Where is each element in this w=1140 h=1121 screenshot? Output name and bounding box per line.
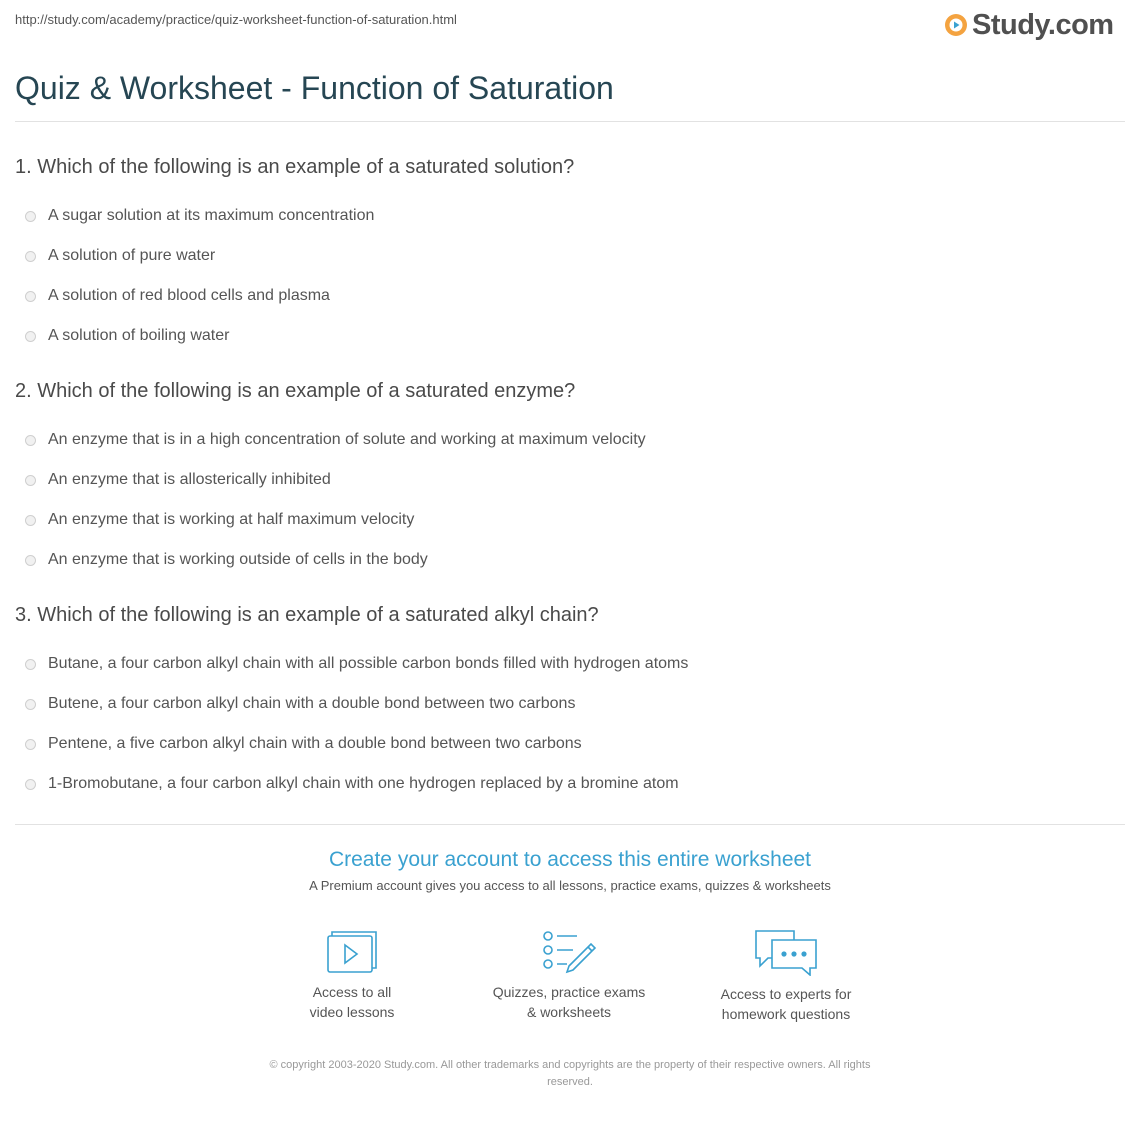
radio-icon[interactable] (25, 515, 36, 526)
play-logo-icon (944, 13, 968, 37)
cta-subtitle: A Premium account gives you access to all lessons, practice exams, quizzes & worksheets (309, 878, 831, 893)
radio-icon[interactable] (25, 291, 36, 302)
answer-option[interactable] (15, 196, 1115, 236)
radio-icon[interactable] (25, 555, 36, 566)
copyright-line: © copyright 2003-2020 Study.com. All other trademarks and copyrights are the property of their respective owners. All rights (269, 1059, 871, 1071)
radio-icon[interactable] (25, 251, 36, 262)
answer-label: A solution of boiling water (48, 327, 230, 344)
page-title: Quiz & Worksheet - Function of Saturation (15, 70, 614, 106)
question-text: 2. Which of the following is an example of a saturated enzyme? (15, 380, 576, 402)
create-account-link[interactable]: Create your account to access this entire worksheet (328, 848, 812, 871)
logo-text: Study.com (972, 8, 1114, 41)
answer-list (15, 644, 1115, 804)
copyright-line: reserved. (547, 1076, 593, 1088)
answer-option[interactable] (15, 540, 1115, 580)
radio-icon[interactable] (25, 435, 36, 446)
answer-label: A sugar solution at its maximum concentration (48, 207, 375, 224)
cta-divider (15, 824, 1125, 825)
quiz-checklist-icon (541, 928, 597, 974)
answer-option[interactable] (15, 276, 1115, 316)
copyright (210, 1057, 930, 1091)
answer-option[interactable] (15, 236, 1115, 276)
answer-label: Butane, a four carbon alkyl chain with all possible carbon bonds filled with hydrogen atoms (48, 655, 689, 672)
answer-label: An enzyme that is allosterically inhibited (48, 471, 331, 488)
radio-icon[interactable] (25, 475, 36, 486)
feature-line: Access to all (312, 984, 392, 1000)
radio-icon[interactable] (25, 779, 36, 790)
answer-label: Butene, a four carbon alkyl chain with a double bond between two carbons (48, 695, 576, 712)
answer-label: A solution of pure water (48, 247, 216, 264)
study-logo[interactable] (944, 8, 1114, 42)
question-2 (15, 378, 1115, 580)
feature-line: Access to experts for (720, 986, 852, 1002)
answer-option[interactable] (15, 724, 1115, 764)
question-1 (15, 154, 1115, 356)
radio-icon[interactable] (25, 699, 36, 710)
radio-icon[interactable] (25, 659, 36, 670)
answer-option[interactable] (15, 420, 1115, 460)
page-url: http://study.com/academy/practice/quiz-worksheet-function-of-saturation.html (15, 12, 457, 27)
answer-option[interactable] (15, 500, 1115, 540)
answer-label: An enzyme that is working at half maximum velocity (48, 511, 415, 528)
question-text: 1. Which of the following is an example of a saturated solution? (15, 156, 575, 178)
feature-line: homework questions (721, 1006, 851, 1022)
answer-label: An enzyme that is working outside of cells in the body (48, 551, 428, 568)
feature-experts (696, 928, 876, 1024)
video-lesson-icon (326, 928, 378, 974)
answer-label: An enzyme that is in a high concentration of solute and working at maximum velocity (48, 431, 646, 448)
question-3 (15, 602, 1115, 804)
answer-list (15, 196, 1115, 356)
answer-option[interactable] (15, 644, 1115, 684)
feature-line: video lessons (309, 1004, 395, 1020)
radio-icon[interactable] (25, 331, 36, 342)
feature-video-lessons (262, 928, 442, 1022)
feature-quizzes (479, 928, 659, 1022)
feature-line: & worksheets (526, 1004, 612, 1020)
radio-icon[interactable] (25, 739, 36, 750)
chat-bubbles-icon (754, 928, 818, 976)
answer-label: A solution of red blood cells and plasma (48, 287, 330, 304)
answer-label: Pentene, a five carbon alkyl chain with a double bond between two carbons (48, 735, 582, 752)
radio-icon[interactable] (25, 211, 36, 222)
answer-list (15, 420, 1115, 580)
answer-option[interactable] (15, 460, 1115, 500)
answer-option[interactable] (15, 684, 1115, 724)
feature-line: Quizzes, practice exams (492, 984, 646, 1000)
answer-option[interactable] (15, 316, 1115, 356)
answer-label: 1-Bromobutane, a four carbon alkyl chain with one hydrogen replaced by a bromine atom (48, 775, 679, 792)
question-text: 3. Which of the following is an example of a saturated alkyl chain? (15, 604, 599, 626)
title-divider (15, 121, 1125, 122)
answer-option[interactable] (15, 764, 1115, 804)
